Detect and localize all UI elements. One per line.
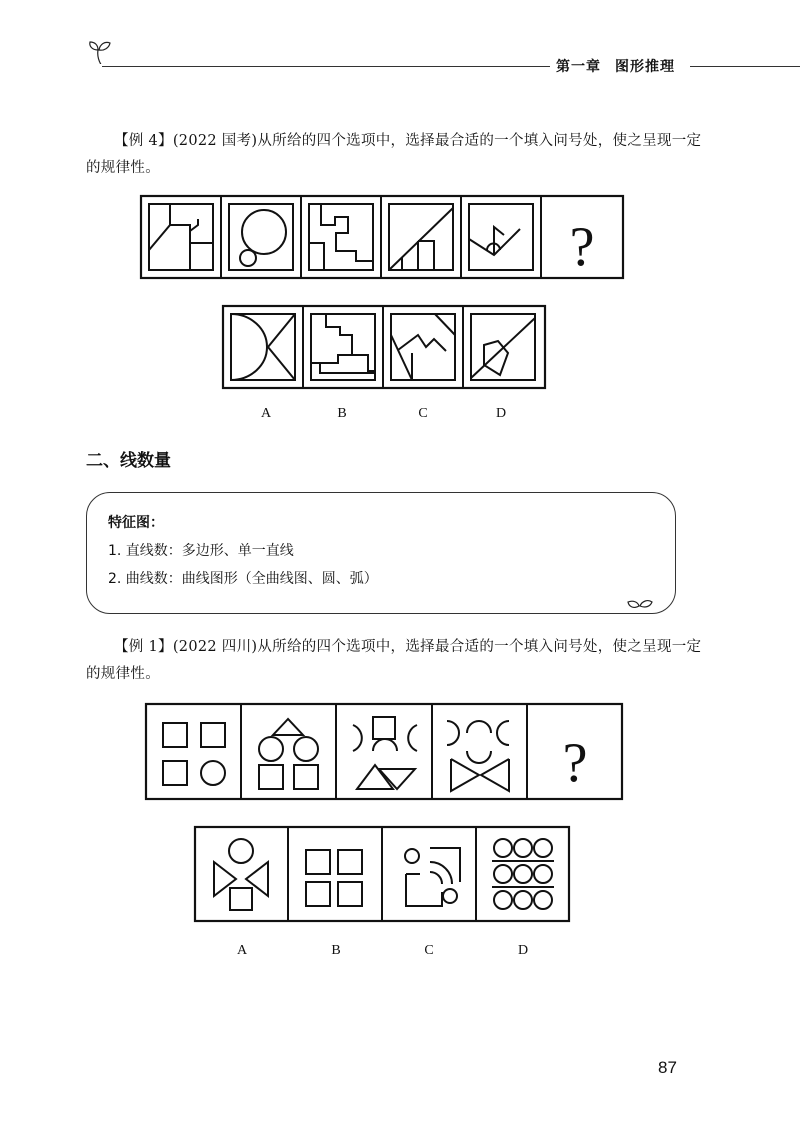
example4-option-b: B — [337, 406, 347, 421]
header-rule-right — [690, 66, 800, 67]
header-rule-left — [102, 66, 550, 67]
example1-option-a: A — [236, 943, 248, 958]
page-number: 87 — [658, 1058, 677, 1077]
feature-item-1: 1. 直线数：多边形、单一直线 — [108, 543, 294, 559]
running-header — [556, 56, 675, 76]
example1-question-row — [145, 703, 623, 800]
example1-question-mark: ? — [562, 732, 588, 794]
example4-label: 【例 4】(2022 国考) — [114, 133, 258, 149]
example4-question — [86, 128, 706, 182]
example4-option-a: A — [260, 406, 272, 421]
section-heading: 二、线数量 — [86, 451, 171, 471]
example4-option-c: C — [418, 406, 428, 421]
feature-item-2: 2. 曲线数：曲线图形（全曲线图、圆、弧） — [108, 571, 378, 587]
example4-options — [222, 305, 546, 389]
chapter-label: 第一章 — [556, 59, 601, 75]
example1-text: 从所给的四个选项中，选择最合适的一个填入问号处，使之呈现一定的规律性。 — [86, 639, 702, 682]
example4-question-row — [140, 195, 624, 279]
example1-question — [86, 634, 706, 688]
example1-label: 【例 1】(2022 四川) — [114, 639, 258, 655]
example1-option-c: C — [424, 943, 434, 958]
example1-options — [194, 826, 570, 922]
example4-option-d: D — [495, 406, 507, 421]
example4-question-mark: ? — [569, 216, 595, 278]
chapter-title: 图形推理 — [615, 59, 675, 75]
example1-option-d: D — [517, 943, 529, 958]
feature-title: 特征图： — [108, 515, 164, 531]
sprout-icon — [626, 596, 654, 612]
example4-text: 从所给的四个选项中，选择最合适的一个填入问号处，使之呈现一定的规律性。 — [86, 133, 702, 176]
sprout-icon — [86, 36, 114, 64]
example1-option-b: B — [331, 943, 341, 958]
